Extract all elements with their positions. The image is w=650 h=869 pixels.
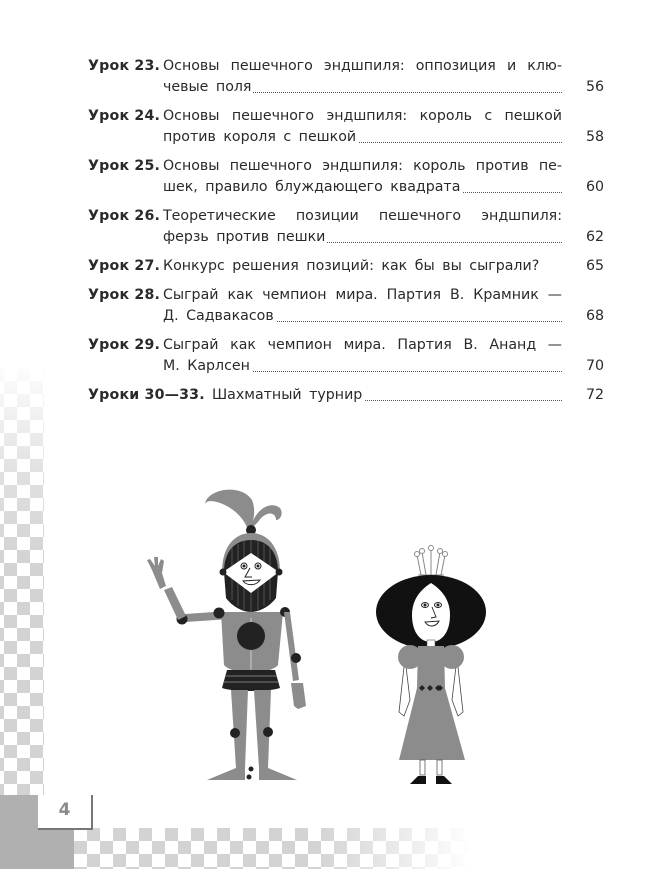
page-ref: 65 bbox=[585, 258, 604, 274]
lesson-label: Урок 27. bbox=[88, 258, 161, 274]
page-ref: 62 bbox=[585, 229, 604, 245]
page-ref: 58 bbox=[585, 129, 604, 145]
page-ref: 72 bbox=[585, 387, 604, 403]
lesson-label: Урок 28. bbox=[88, 287, 161, 303]
lesson-label: Урок 24. bbox=[88, 108, 161, 124]
toc-entry[interactable] bbox=[88, 156, 604, 198]
lesson-label: Урок 26. bbox=[88, 208, 161, 224]
lesson-label: Урок 25. bbox=[88, 158, 161, 174]
page-ref: 60 bbox=[585, 179, 604, 195]
entry-title-line: Основы пешечного эндшпиля: король с пешкой bbox=[163, 108, 562, 124]
toc-entry[interactable] bbox=[88, 106, 604, 148]
entry-title-line: Шахматный турнир bbox=[212, 385, 562, 406]
page-ref: 68 bbox=[585, 308, 604, 324]
entry-title-line: Конкурс решения позиций: как бы вы сыграли? bbox=[163, 258, 540, 274]
knight-figure bbox=[147, 490, 306, 780]
entry-title-line: шек, правило блуждающего квадрата bbox=[163, 177, 562, 198]
toc-entry[interactable] bbox=[88, 335, 604, 377]
page-ref: 70 bbox=[585, 358, 604, 374]
lesson-label: Урок 23. bbox=[88, 58, 161, 74]
checker-pattern-bottom bbox=[74, 828, 474, 869]
lesson-label: Уроки 30—33. bbox=[88, 387, 205, 403]
entry-title-line: Теоретические позиции пешечного эндшпиля: bbox=[163, 208, 562, 224]
entry-title-line: Сыграй как чемпион мира. Партия В. Крамник — bbox=[163, 287, 562, 303]
entry-title-line: Основы пешечного эндшпиля: король против пе- bbox=[163, 158, 562, 174]
entry-title-line: Сыграй как чемпион мира. Партия В. Ананд — bbox=[163, 337, 562, 353]
toc-entry[interactable] bbox=[88, 285, 604, 327]
entry-title-line: М. Карлсен bbox=[163, 356, 562, 377]
checker-pattern-left bbox=[0, 368, 44, 798]
entry-title-line: против короля с пешкой bbox=[163, 127, 562, 148]
entry-title-line: ферзь против пешки bbox=[163, 227, 562, 248]
lesson-label: Урок 29. bbox=[88, 337, 161, 353]
table-of-contents bbox=[88, 56, 604, 414]
toc-entry[interactable] bbox=[88, 256, 604, 277]
illustration bbox=[130, 475, 530, 795]
page-ref: 56 bbox=[585, 79, 604, 95]
toc-entry[interactable] bbox=[88, 56, 604, 98]
entry-title-line: чевые поля bbox=[163, 77, 562, 98]
entry-title-line: Д. Садвакасов bbox=[163, 306, 562, 327]
toc-entry[interactable] bbox=[88, 206, 604, 248]
toc-entry[interactable] bbox=[88, 385, 604, 406]
page-number: 4 bbox=[58, 799, 71, 820]
entry-title-line: Основы пешечного эндшпиля: оппозиция и клю- bbox=[163, 58, 562, 74]
princess-figure bbox=[376, 546, 486, 785]
page-number-tab bbox=[38, 795, 93, 830]
